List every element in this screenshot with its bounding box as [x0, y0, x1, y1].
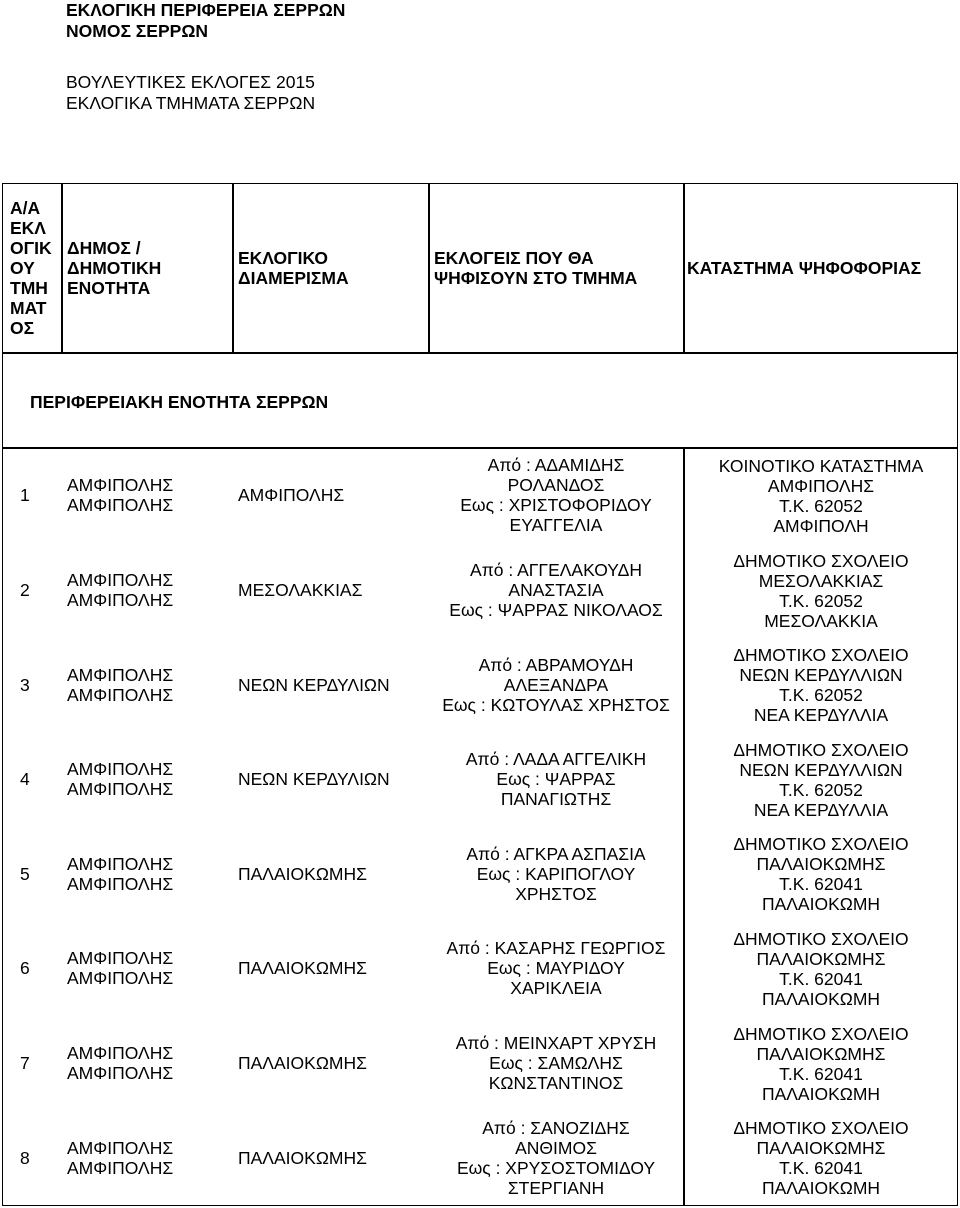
row-voters-line: Από : ΚΑΣΑΡΗΣ ΓΕΩΡΓΙΟΣ: [446, 938, 666, 959]
row-station: [686, 551, 956, 631]
row-number: [20, 580, 30, 600]
row-station: [686, 456, 956, 536]
row-station-line: ΑΜΦΙΠΟΛΗ: [773, 516, 869, 536]
row-voters-line: Εως : ΧΡΙΣΤΟΦΟΡΙΔΟΥ: [460, 495, 652, 516]
row-municipality-line: ΑΜΦΙΠΟΛΗΣ: [67, 684, 174, 705]
row-voters-line: ΧΑΡΙΚΛΕΙΑ: [510, 978, 602, 999]
row-municipality: [67, 1138, 173, 1178]
row-voters: [429, 560, 683, 620]
row-municipality-line: ΑΜΦΙΠΟΛΗΣ: [67, 664, 174, 685]
row-municipality-line: ΑΜΦΙΠΟΛΗΣ: [67, 475, 174, 496]
row-municipality: [67, 854, 173, 894]
row-district-line: ΑΜΦΙΠΟΛΗΣ: [238, 485, 345, 506]
col-header-district: [238, 248, 349, 288]
row-voters-line: Από : ΑΓΓΕΛΑΚΟΥΔΗ: [470, 559, 642, 580]
row-number-line: 6: [20, 958, 30, 979]
row-station-line: ΠΑΛΑΙΟΚΩΜΗΣ: [756, 1138, 886, 1159]
row-voters-line: Εως : ΨΑΡΡΑΣ ΝΙΚΟΛΑΟΣ: [449, 599, 663, 620]
row-station: [686, 740, 956, 820]
col-header-district-line: ΔΙΑΜΕΡΙΣΜΑ: [238, 267, 349, 288]
row-municipality-line: ΑΜΦΙΠΟΛΗΣ: [67, 1137, 174, 1158]
row-number-line: 4: [20, 769, 30, 790]
row-station-line: ΔΗΜΟΤΙΚΟ ΣΧΟΛΕΙΟ: [733, 1118, 909, 1139]
row-voters: [429, 844, 683, 904]
row-voters-line: Εως : ΜΑΥΡΙΔΟΥ: [487, 958, 625, 979]
col-divider: [683, 183, 685, 353]
row-voters-line: ΑΝΑΣΤΑΣΙΑ: [508, 579, 604, 600]
row-station-line: Τ.Κ. 62052: [779, 779, 863, 800]
col-header-voters-line: ΨΗΦΙΣΟΥΝ ΣΤΟ ΤΜΗΜΑ: [434, 267, 638, 288]
row-voters-line: Από : ΜΕΙΝΧΑΡΤ ΧΡΥΣΗ: [455, 1032, 657, 1053]
col-header-no-line: ΕΚΛ: [10, 217, 46, 238]
row-municipality: [67, 759, 173, 799]
row-number-line: 1: [20, 485, 30, 506]
row-voters-line: ΑΝΘΙΜΟΣ: [515, 1137, 597, 1158]
row-voters-line: ΑΛΕΞΑΝΔΡΑ: [503, 674, 609, 695]
row-municipality-line: ΑΜΦΙΠΟΛΗΣ: [67, 779, 174, 800]
row-number: [20, 675, 30, 695]
row-district-line: ΠΑΛΑΙΟΚΩΜΗΣ: [238, 1147, 367, 1168]
row-municipality-line: ΑΜΦΙΠΟΛΗΣ: [67, 1042, 174, 1063]
row-municipality: [67, 570, 173, 610]
header-divider: [2, 447, 958, 449]
row-voters: [429, 1033, 683, 1093]
col-header-station-line: ΚΑΤΑΣΤΗΜΑ ΨΗΦΟΦΟΡΙΑΣ: [687, 257, 922, 278]
row-station-line: ΔΗΜΟΤΙΚΟ ΣΧΟΛΕΙΟ: [733, 1023, 909, 1044]
row-municipality-line: ΑΜΦΙΠΟΛΗΣ: [67, 873, 174, 894]
header-divider: [2, 352, 958, 354]
row-voters-line: ΠΑΝΑΓΙΩΤΗΣ: [500, 789, 612, 810]
row-voters: [429, 655, 683, 715]
sections-title: ΕΚΛΟΓΙΚΑ ΤΜΗΜΑΤΑ ΣΕΡΡΩΝ: [66, 93, 316, 113]
row-station-line: Τ.Κ. 62041: [779, 969, 863, 989]
row-district: [238, 1053, 367, 1073]
row-number-line: 8: [20, 1147, 30, 1168]
row-station-line: ΜΕΣΟΛΑΚΚΙΑΣ: [758, 570, 884, 591]
row-voters-line: Εως : ΚΑΡΙΠΟΓΛΟΥ: [476, 863, 636, 884]
col-header-voters-line: ΕΚΛΟΓΕΙΣ ΠΟΥ ΘΑ: [434, 247, 594, 268]
row-station-line: ΠΑΛΑΙΟΚΩΜΗ: [761, 894, 881, 915]
row-station-line: ΠΑΛΑΙΟΚΩΜΗ: [761, 989, 881, 1009]
row-voters: [429, 1118, 683, 1198]
row-municipality-line: ΑΜΦΙΠΟΛΗΣ: [67, 759, 174, 780]
col-header-municipality-line: ΔΗΜΟΤΙΚΗ: [67, 257, 162, 278]
row-number: [20, 769, 30, 789]
row-voters-line: Εως : ΣΑΜΩΛΗΣ: [489, 1052, 623, 1073]
regional-unit-heading: ΠΕΡΙΦΕΡΕΙΑΚΗ ΕΝΟΤΗΤΑ ΣΕΡΡΩΝ: [30, 392, 329, 412]
col-header-no-line: ΟΓΙΚ: [10, 237, 52, 258]
row-voters-line: Εως : ΧΡΥΣΟΣΤΟΜΙΔΟΥ: [456, 1157, 656, 1178]
row-station-line: ΝΕΩΝ ΚΕΡΔΥΛΛΙΩΝ: [739, 759, 903, 780]
row-station-line: ΔΗΜΟΤΙΚΟ ΣΧΟΛΕΙΟ: [733, 929, 909, 949]
col-header-voters: [434, 248, 637, 288]
row-voters-line: ΣΤΕΡΓΙΑΝΗ: [507, 1177, 605, 1198]
col-header-no: [10, 198, 52, 338]
row-voters-line: Εως : ΚΩΤΟΥΛΑΣ ΧΡΗΣΤΟΣ: [442, 694, 670, 715]
row-municipality-line: ΑΜΦΙΠΟΛΗΣ: [67, 1062, 174, 1083]
col-header-district-line: ΕΚΛΟΓΙΚΟ: [238, 247, 328, 268]
row-station: [686, 834, 956, 914]
row-district-line: ΜΕΣΟΛΑΚΚΙΑΣ: [238, 579, 363, 600]
row-municipality-line: ΑΜΦΙΠΟΛΗΣ: [67, 968, 174, 989]
row-municipality-line: ΑΜΦΙΠΟΛΗΣ: [67, 948, 174, 969]
row-voters-line: Από : ΑΓΚΡΑ ΑΣΠΑΣΙΑ: [466, 843, 646, 864]
row-station-line: ΚΟΙΝΟΤΙΚΟ ΚΑΤΑΣΤΗΜΑ: [718, 456, 924, 476]
row-station-line: ΠΑΛΑΙΟΚΩΜΗ: [761, 1178, 881, 1199]
row-municipality-line: ΑΜΦΙΠΟΛΗΣ: [67, 853, 174, 874]
row-station-line: ΑΜΦΙΠΟΛΗΣ: [767, 476, 875, 496]
row-district-line: ΠΑΛΑΙΟΚΩΜΗΣ: [238, 958, 367, 979]
prefecture-title: ΝΟΜΟΣ ΣΕΡΡΩΝ: [66, 21, 208, 41]
row-station-line: Τ.Κ. 62052: [779, 496, 863, 516]
row-voters-line: Από : ΛΑΔΑ ΑΓΓΕΛΙΚΗ: [465, 749, 647, 770]
row-district: [238, 580, 362, 600]
row-number: [20, 1148, 30, 1168]
row-station-line: ΠΑΛΑΙΟΚΩΜΗΣ: [756, 854, 886, 875]
row-district: [238, 1148, 367, 1168]
row-number-line: 5: [20, 863, 30, 884]
row-station-line: ΔΗΜΟΤΙΚΟ ΣΧΟΛΕΙΟ: [733, 739, 909, 760]
row-station-line: ΠΑΛΑΙΟΚΩΜΗ: [761, 1083, 881, 1104]
row-number-line: 2: [20, 579, 30, 600]
row-district: [238, 769, 390, 789]
row-station-line: Τ.Κ. 62041: [779, 874, 863, 895]
row-number: [20, 864, 30, 884]
row-district: [238, 958, 367, 978]
row-municipality-line: ΑΜΦΙΠΟΛΗΣ: [67, 589, 174, 610]
row-station-line: ΝΕΑ ΚΕΡΔΥΛΛΙΑ: [753, 799, 889, 820]
row-station-line: ΝΕΑ ΚΕΡΔΥΛΛΙΑ: [753, 705, 889, 726]
row-voters-line: ΕΥΑΓΓΕΛΙΑ: [509, 515, 603, 536]
col-divider: [683, 447, 685, 1206]
row-station-line: ΔΗΜΟΤΙΚΟ ΣΧΟΛΕΙΟ: [733, 834, 909, 855]
row-station: [686, 1024, 956, 1104]
row-municipality-line: ΑΜΦΙΠΟΛΗΣ: [67, 1157, 174, 1178]
row-municipality: [67, 1043, 173, 1083]
row-district-line: ΝΕΩΝ ΚΕΡΔΥΛΙΩΝ: [238, 674, 390, 695]
row-district: [238, 675, 390, 695]
row-station-line: ΔΗΜΟΤΙΚΟ ΣΧΟΛΕΙΟ: [733, 645, 909, 666]
row-voters-line: Εως : ΨΑΡΡΑΣ: [496, 769, 616, 790]
col-header-no-line: ΟΣ: [10, 317, 35, 338]
row-district-line: ΝΕΩΝ ΚΕΡΔΥΛΙΩΝ: [238, 769, 390, 790]
row-voters-line: Από : ΑΒΡΑΜΟΥΔΗ: [478, 654, 634, 675]
row-district-line: ΠΑΛΑΙΟΚΩΜΗΣ: [238, 863, 367, 884]
row-municipality-line: ΑΜΦΙΠΟΛΗΣ: [67, 569, 174, 590]
row-station-line: Τ.Κ. 62041: [779, 1158, 863, 1179]
row-station-line: Τ.Κ. 62052: [779, 685, 863, 706]
row-voters-line: Από : ΑΔΑΜΙΔΗΣ: [487, 455, 625, 476]
row-municipality-line: ΑΜΦΙΠΟΛΗΣ: [67, 495, 174, 516]
col-header-municipality-line: ΔΗΜΟΣ /: [67, 237, 141, 258]
col-header-no-line: ΤΜΗ: [10, 277, 48, 298]
row-station-line: Τ.Κ. 62052: [779, 590, 863, 611]
row-voters: [429, 749, 683, 809]
row-station-line: ΠΑΛΑΙΟΚΩΜΗΣ: [756, 1043, 886, 1064]
row-number: [20, 958, 30, 978]
row-station-line: ΠΑΛΑΙΟΚΩΜΗΣ: [756, 949, 886, 969]
row-district: [238, 864, 367, 884]
row-station: [686, 645, 956, 725]
row-district-line: ΠΑΛΑΙΟΚΩΜΗΣ: [238, 1052, 367, 1073]
col-divider: [61, 183, 63, 353]
row-voters-line: Από : ΣΑΝΟΖΙΔΗΣ: [482, 1117, 630, 1138]
col-divider: [232, 183, 234, 353]
region-title: ΕΚΛΟΓΙΚΗ ΠΕΡΙΦΕΡΕΙΑ ΣΕΡΡΩΝ: [66, 0, 346, 20]
row-station-line: ΜΕΣΟΛΑΚΚΙΑ: [764, 610, 878, 631]
row-municipality: [67, 475, 173, 515]
row-voters: [429, 455, 683, 535]
col-header-municipality: [67, 238, 161, 298]
row-voters: [429, 938, 683, 998]
row-station-line: ΝΕΩΝ ΚΕΡΔΥΛΛΙΩΝ: [739, 665, 903, 686]
row-district: [238, 485, 344, 505]
row-number-line: 7: [20, 1052, 30, 1073]
row-municipality: [67, 665, 173, 705]
col-header-no-line: ΟΥ: [10, 257, 35, 278]
row-station: [686, 929, 956, 1009]
row-station-line: ΔΗΜΟΤΙΚΟ ΣΧΟΛΕΙΟ: [733, 550, 909, 571]
col-header-municipality-line: ΕΝΟΤΗΤΑ: [67, 277, 151, 298]
row-voters-line: ΧΡΗΣΤΟΣ: [515, 883, 597, 904]
row-station: [686, 1118, 956, 1198]
row-voters-line: ΚΩΝΣΤΑΝΤΙΝΟΣ: [488, 1072, 624, 1093]
col-divider: [428, 183, 430, 353]
row-voters-line: ΡΟΛΑΝΔΟΣ: [507, 475, 605, 496]
elections-title: ΒΟΥΛΕΥΤΙΚΕΣ ΕΚΛΟΓΕΣ 2015: [66, 72, 315, 92]
row-number: [20, 485, 30, 505]
col-header-no-line: ΜΑΤ: [10, 297, 47, 318]
col-header-no-line: Α/Α: [10, 197, 41, 218]
row-station-line: Τ.Κ. 62041: [779, 1063, 863, 1084]
col-header-station: [687, 258, 921, 278]
row-municipality: [67, 948, 173, 988]
row-number-line: 3: [20, 674, 30, 695]
row-number: [20, 1053, 30, 1073]
